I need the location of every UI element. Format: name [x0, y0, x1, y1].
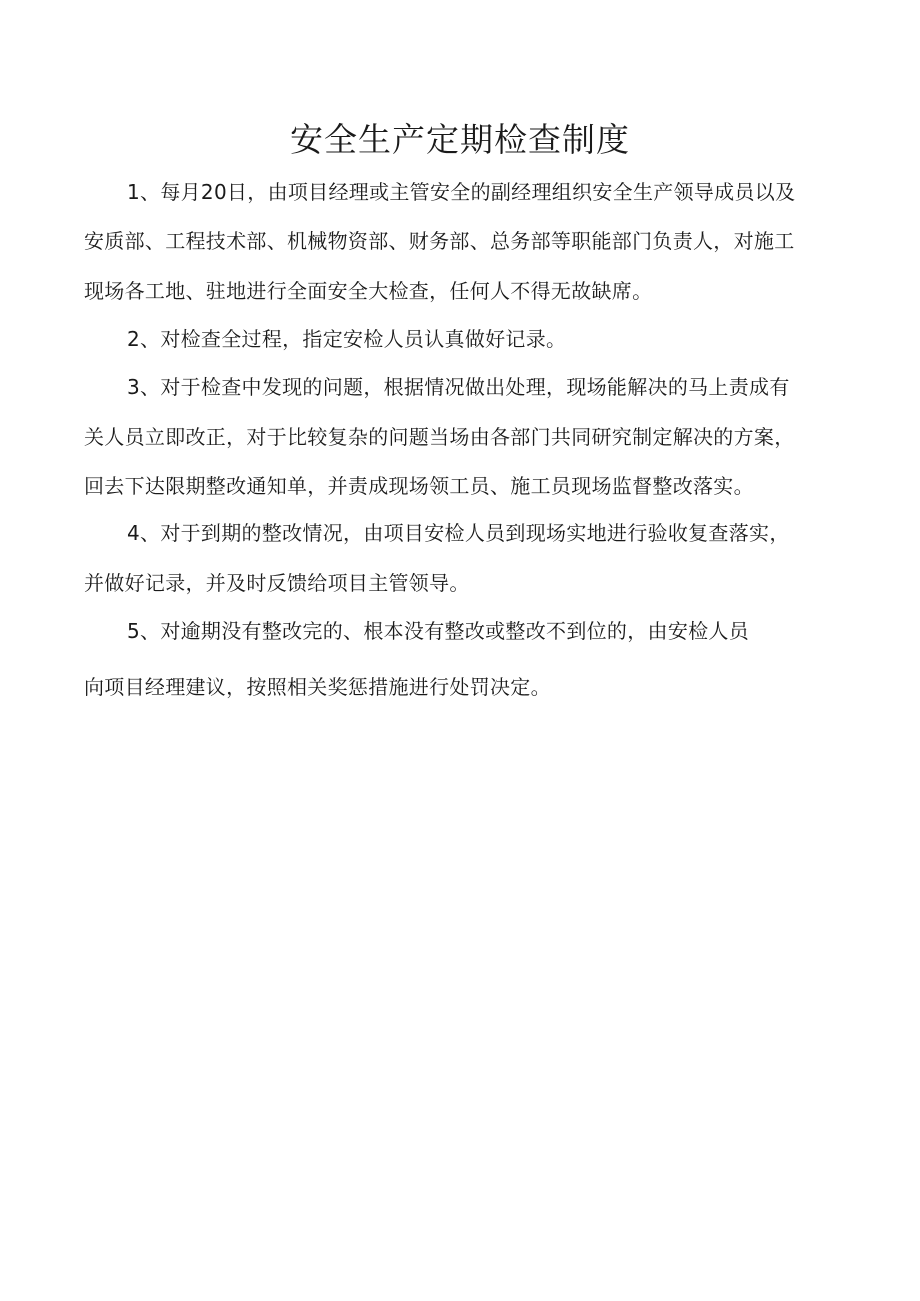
- document-title: 安全生产定期检查制度: [290, 120, 630, 159]
- paragraph-3-line-3: 回去下达限期整改通知单，并责成现场领工员、施工员现场监督整改落实。: [84, 474, 754, 498]
- paragraph-4-line-2: 并做好记录，并及时反馈给项目主管领导。: [84, 571, 470, 595]
- paragraph-3-line-2: 关人员立即改正，对于比较复杂的问题当场由各部门共同研究制定解决的方案，: [84, 425, 795, 449]
- paragraph-5-line-1: 5、对逾期没有整改完的、根本没有整改或整改不到位的，由安检人员: [127, 619, 750, 643]
- paragraph-1-line-1: 1、每月20日，由项目经理或主管安全的副经理组织安全生产领导成员以及: [127, 180, 796, 204]
- paragraph-2-line-1: 2、对检查全过程，指定安检人员认真做好记录。: [127, 327, 567, 351]
- paragraph-5-line-2: 向项目经理建议，按照相关奖惩措施进行处罚决定。: [84, 675, 551, 699]
- paragraph-1-line-2: 安质部、工程技术部、机械物资部、财务部、总务部等职能部门负责人，对施工: [84, 229, 795, 253]
- paragraph-1-line-3: 现场各工地、驻地进行全面安全大检查，任何人不得无故缺席。: [84, 279, 653, 303]
- paragraph-3-line-1: 3、对于检查中发现的问题，根据情况做出处理，现场能解决的马上责成有: [127, 375, 790, 399]
- paragraph-4-line-1: 4、对于到期的整改情况，由项目安检人员到现场实地进行验收复查落实，: [127, 521, 790, 545]
